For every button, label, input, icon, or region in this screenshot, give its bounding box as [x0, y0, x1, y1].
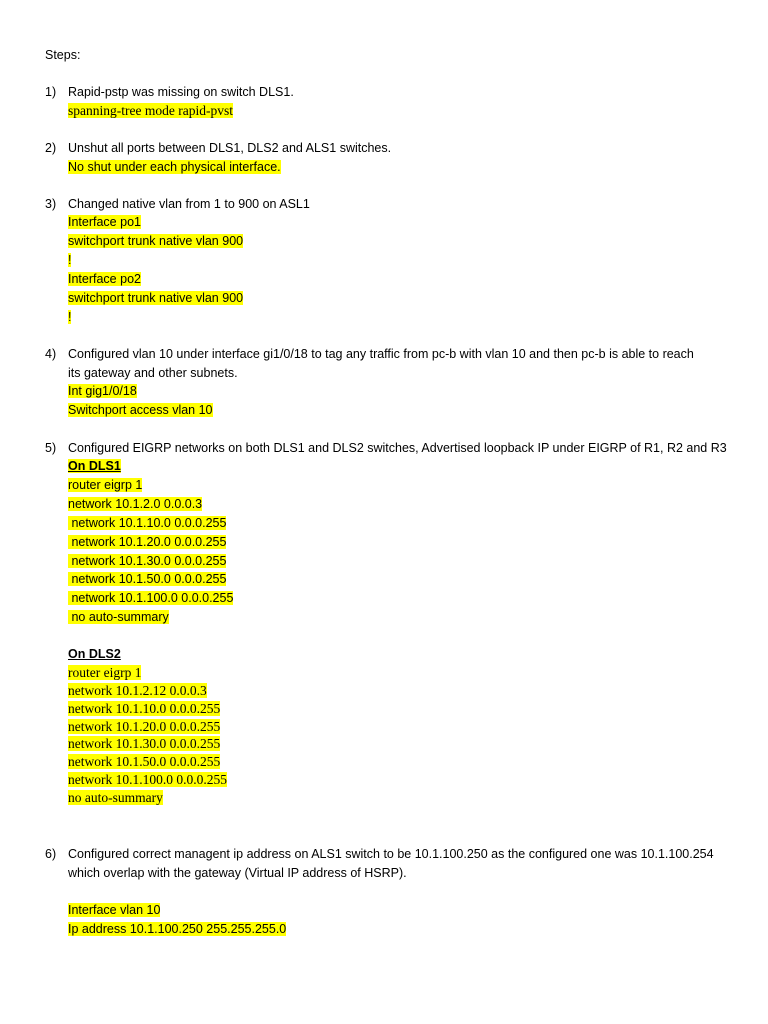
step-3-code-line: Interface po1	[68, 215, 141, 229]
dls2-label: On DLS2	[68, 647, 121, 661]
step-4-code-line: Switchport access vlan 10	[68, 403, 213, 417]
step-4-text-line-1: Configured vlan 10 under interface gi1/0/18 to tag any traffic from pc-b with vlan 10 and then pc-b is able to reach	[68, 347, 694, 361]
dls1-code-line: network 10.1.20.0 0.0.0.255	[68, 535, 227, 549]
dls2-code-line: router eigrp 1	[68, 665, 142, 680]
dls1-code-line: network 10.1.10.0 0.0.0.255	[68, 516, 227, 530]
heading-steps: Steps:	[45, 48, 81, 62]
dls1-code-line: network 10.1.50.0 0.0.0.255	[68, 572, 227, 586]
dls1-code-line: network 10.1.30.0 0.0.0.255	[68, 554, 227, 568]
dls1-code-line: no auto-summary	[68, 610, 169, 624]
dls2-code-line: network 10.1.20.0 0.0.0.255	[68, 719, 221, 734]
step-1-number: 1)	[45, 85, 57, 99]
dls2-code-line: network 10.1.30.0 0.0.0.255	[68, 736, 221, 751]
step-2-code-line: No shut under each physical interface.	[68, 160, 281, 174]
step-3-code-line: !	[68, 253, 72, 267]
step-6-code-line: Ip address 10.1.100.250 255.255.255.0	[68, 922, 287, 936]
step-1-text: Rapid-pstp was missing on switch DLS1.	[68, 85, 294, 99]
dls2-code-line: no auto-summary	[68, 790, 163, 805]
step-2-number: 2)	[45, 141, 57, 155]
step-3-code-line: switchport trunk native vlan 900	[68, 234, 244, 248]
step-4-number: 4)	[45, 347, 57, 361]
dls1-code-line: network 10.1.2.0 0.0.0.3	[68, 497, 203, 511]
step-2-text: Unshut all ports between DLS1, DLS2 and ALS1 switches.	[68, 141, 392, 155]
step-5-text: Configured EIGRP networks on both DLS1 and DLS2 switches, Advertised loopback IP under EIGRP of R1, R2 and R3	[68, 441, 727, 455]
step-4-text-line-2: its gateway and other subnets.	[68, 366, 238, 380]
step-6-text-line-1: Configured correct managent ip address on ALS1 switch to be 10.1.100.250 as the configured one was 10.1.100.254	[68, 847, 714, 861]
dls2-code-line: network 10.1.50.0 0.0.0.255	[68, 754, 221, 769]
step-5-number: 5)	[45, 441, 57, 455]
dls1-label: On DLS1	[68, 459, 121, 473]
step-3-code-line: switchport trunk native vlan 900	[68, 291, 244, 305]
step-3-number: 3)	[45, 197, 57, 211]
dls2-code-line: network 10.1.100.0 0.0.0.255	[68, 772, 227, 787]
step-3-text: Changed native vlan from 1 to 900 on ASL1	[68, 197, 310, 211]
step-1-code-line: spanning-tree mode rapid-pvst	[68, 103, 233, 118]
dls2-code-line: network 10.1.2.12 0.0.0.3	[68, 683, 207, 698]
step-4-code-line: Int gig1/0/18	[68, 384, 137, 398]
dls1-code-line: network 10.1.100.0 0.0.0.255	[68, 591, 234, 605]
step-3-code-line: Interface po2	[68, 272, 141, 286]
step-6-text-line-2: which overlap with the gateway (Virtual IP address of HSRP).	[68, 866, 407, 880]
dls2-code-line: network 10.1.10.0 0.0.0.255	[68, 701, 221, 716]
step-6-number: 6)	[45, 847, 57, 861]
step-3-code-line: !	[68, 310, 72, 324]
step-6-code-line: Interface vlan 10	[68, 903, 161, 917]
dls1-code-line: router eigrp 1	[68, 478, 143, 492]
